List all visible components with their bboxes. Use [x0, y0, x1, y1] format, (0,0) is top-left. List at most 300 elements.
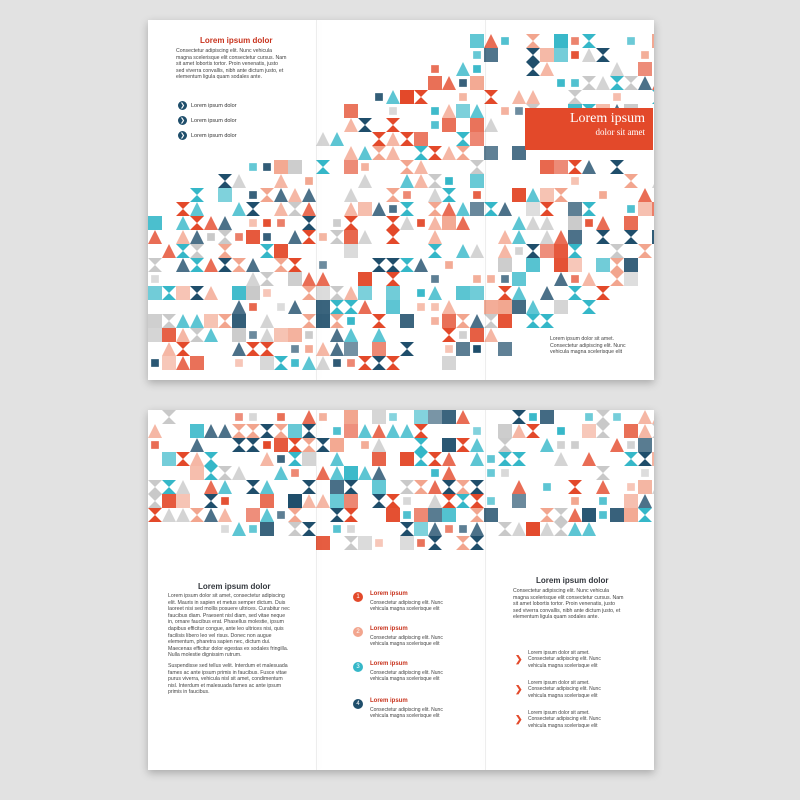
- mosaic-tile: [358, 356, 372, 370]
- mosaic-tile: [554, 34, 568, 48]
- mosaic-tile: [540, 522, 554, 536]
- number-badge-4: 4: [353, 699, 363, 709]
- mosaic-tile: [176, 356, 190, 370]
- mosaic-tile: [470, 104, 484, 118]
- mosaic-tile: [232, 300, 246, 314]
- mosaic-tile: [456, 146, 470, 160]
- mosaic-tile: [568, 522, 582, 536]
- outer-bullet-3: ❯ Lorem ipsum dolor: [179, 132, 237, 139]
- mosaic-tile: [512, 424, 526, 438]
- mosaic-tile: [470, 34, 484, 48]
- mosaic-tile: [151, 275, 159, 283]
- mosaic-tile: [417, 303, 425, 311]
- mosaic-tile: [375, 539, 383, 547]
- mosaic-tile: [263, 233, 271, 241]
- mosaic-tile: [400, 314, 414, 328]
- mosaic-tile: [540, 438, 554, 452]
- mosaic-tile: [344, 328, 358, 342]
- mosaic-tile: [417, 219, 425, 227]
- mosaic-tile: [540, 314, 554, 328]
- mosaic-tile: [526, 314, 540, 328]
- mosaic-tile: [274, 466, 288, 480]
- mosaic-tile: [571, 177, 579, 185]
- mosaic-tile: [330, 494, 344, 508]
- mosaic-tile: [428, 508, 442, 522]
- mosaic-tile: [302, 272, 316, 286]
- mosaic-tile: [358, 424, 372, 438]
- mosaic-tile: [358, 272, 372, 286]
- mosaic-tile: [221, 497, 229, 505]
- mosaic-tile: [260, 272, 274, 286]
- inner-right-title: Lorem ipsum dolor: [536, 576, 609, 585]
- mosaic-tile: [288, 328, 302, 342]
- mosaic-tile: [162, 244, 176, 258]
- mosaic-tile: [442, 146, 456, 160]
- mosaic-tile: [526, 300, 540, 314]
- mosaic-tile: [428, 146, 442, 160]
- mosaic-tile: [190, 438, 204, 452]
- mosaic-tile: [302, 356, 316, 370]
- fold-line-2: [485, 410, 486, 770]
- mosaic-tile: [638, 62, 652, 76]
- mosaic-tile: [232, 286, 246, 300]
- mosaic-tile: [316, 342, 330, 356]
- mosaic-tile: [319, 233, 327, 241]
- mosaic-tile: [484, 202, 498, 216]
- mosaic-tile: [246, 508, 260, 522]
- mosaic-tile: [442, 188, 456, 202]
- numbered-item-text-2: Consectetur adipiscing elit. Nunc vehicula magna scelerisque elit: [370, 635, 443, 648]
- mosaic-tile: [526, 34, 540, 48]
- mosaic-tile: [176, 216, 190, 230]
- mosaic-tile: [221, 525, 229, 533]
- mosaic-tile: [445, 345, 453, 353]
- mosaic-tile: [372, 146, 386, 160]
- mosaic-tile: [442, 328, 456, 342]
- mosaic-tile: [246, 438, 260, 452]
- mosaic-tile: [554, 230, 568, 244]
- mosaic-tile: [596, 410, 610, 424]
- mosaic-tile: [624, 258, 638, 272]
- mosaic-tile: [277, 455, 285, 463]
- mosaic-tile: [288, 522, 302, 536]
- mosaic-tile: [456, 410, 470, 424]
- mosaic-tile: [204, 466, 218, 480]
- mosaic-tile: [260, 508, 274, 522]
- mosaic-tile: [162, 342, 176, 356]
- mosaic-tile: [470, 118, 484, 132]
- mosaic-tile: [442, 300, 456, 314]
- mosaic-tile: [442, 438, 456, 452]
- mosaic-tile: [596, 48, 610, 62]
- mosaic-tile: [218, 480, 232, 494]
- mosaic-tile: [218, 508, 232, 522]
- mosaic-tile: [428, 494, 442, 508]
- mosaic-tile: [190, 452, 204, 466]
- mosaic-tile: [442, 356, 456, 370]
- mosaic-tile: [470, 438, 484, 452]
- mosaic-tile: [428, 174, 442, 188]
- mosaic-tile: [361, 441, 369, 449]
- mosaic-tile: [498, 202, 512, 216]
- mosaic-tile: [459, 331, 467, 339]
- mosaic-tile: [288, 230, 302, 244]
- mosaic-tile: [456, 132, 470, 146]
- mosaic-tile: [431, 121, 439, 129]
- numbered-item-title-3: Lorem ipsum: [370, 661, 408, 667]
- mosaic-tile: [274, 160, 288, 174]
- mosaic-tile: [571, 497, 579, 505]
- mosaic-tile: [627, 483, 635, 491]
- mosaic-tile: [498, 230, 512, 244]
- mosaic-tile: [582, 34, 596, 48]
- mosaic-tile: [554, 272, 568, 286]
- mosaic-tile: [652, 452, 654, 466]
- mosaic-tile: [473, 191, 481, 199]
- mosaic-tile: [288, 452, 302, 466]
- mosaic-tile: [260, 494, 274, 508]
- mosaic-tile: [652, 76, 654, 90]
- mosaic-tile: [484, 146, 498, 160]
- mosaic-tile: [249, 303, 257, 311]
- mosaic-tile: [414, 424, 428, 438]
- mosaic-tile: [375, 93, 383, 101]
- mosaic-tile: [260, 342, 274, 356]
- cover-banner: [525, 108, 653, 150]
- mosaic-tile: [554, 160, 568, 174]
- mosaic-tile: [400, 216, 414, 230]
- mosaic-tile: [582, 272, 596, 286]
- mosaic-tile: [487, 275, 495, 283]
- mosaic-tile: [260, 244, 274, 258]
- inner-right-paragraph: Consectetur adipiscing elit. Nunc vehicula magna scelerisque elit consectetur cursus. Nam sit amet lobortis tortor. Proin venenatis, justo sed viverra convallis, nibh ante dictum justo, et elementum ligula quam sodales ante.: [513, 588, 624, 621]
- mosaic-tile: [512, 480, 526, 494]
- mosaic-tile: [571, 37, 579, 45]
- mosaic-tile: [330, 286, 344, 300]
- mosaic-tile: [148, 480, 162, 494]
- mosaic-tile: [288, 188, 302, 202]
- mosaic-tile: [442, 466, 456, 480]
- mosaic-tile: [627, 441, 635, 449]
- mosaic-tile: [610, 160, 624, 174]
- mosaic-tile: [512, 522, 526, 536]
- mosaic-tile: [414, 160, 428, 174]
- mosaic-tile: [162, 286, 176, 300]
- mosaic-tile: [316, 356, 330, 370]
- mosaic-tile: [316, 314, 330, 328]
- mosaic-tile: [498, 522, 512, 536]
- mosaic-tile: [484, 328, 498, 342]
- outer-right-footer: Lorem ipsum dolor sit amet. Consectetur adipiscing elit. Nunc vehicula magna scelerisque elit: [550, 336, 626, 356]
- mosaic-tile: [456, 314, 470, 328]
- mosaic-tile: [316, 466, 330, 480]
- mosaic-tile: [358, 146, 372, 160]
- mosaic-tile: [414, 480, 428, 494]
- mosaic-tile: [162, 480, 176, 494]
- mosaic-tile: [148, 314, 162, 328]
- mosaic-tile: [358, 286, 372, 300]
- mosaic-tile: [302, 216, 316, 230]
- mosaic-tile: [484, 34, 498, 48]
- mosaic-tile: [386, 90, 400, 104]
- mosaic-tile: [442, 118, 456, 132]
- mosaic-tile: [596, 230, 610, 244]
- mosaic-tile: [372, 258, 386, 272]
- mosaic-tile: [428, 216, 442, 230]
- mosaic-tile: [456, 438, 470, 452]
- mosaic-tile: [204, 480, 218, 494]
- mosaic-tile: [386, 356, 400, 370]
- mosaic-tile: [400, 160, 414, 174]
- mosaic-tile: [246, 424, 260, 438]
- mosaic-tile: [470, 314, 484, 328]
- mosaic-tile: [204, 494, 218, 508]
- mosaic-tile: [554, 244, 568, 258]
- mosaic-tile: [344, 216, 358, 230]
- mosaic-tile: [442, 216, 456, 230]
- mosaic-tile: [232, 522, 246, 536]
- mosaic-tile: [218, 188, 232, 202]
- mosaic-tile: [207, 233, 215, 241]
- mosaic-tile: [232, 174, 246, 188]
- mosaic-tile: [638, 424, 652, 438]
- mosaic-tile: [596, 258, 610, 272]
- mosaic-tile: [330, 480, 344, 494]
- inner-left-paragraph-1: Lorem ipsum dolor sit amet, consectetur adipiscing elit. Mauris in sapien et metus semper dictum. Duis laoreet nisi sed mollis posuere ultrices. Curabitur nec faucibus diam. Praesent nisl diam, sed vitae neque in, ornare faucibus erat. Phasellus molestie, ipsum dapibus efficitur congue, ante leo ultrices nisi, quis facilisis libero leo vel risus. Donec non augue elementum, pharetra sapien nec, dictum dui. Maecenas efficitur dolor egestas ex sodales fringilla. Nulla molestie dignissim rutrum.: [168, 593, 290, 659]
- mosaic-tile: [403, 191, 411, 199]
- mosaic-tile: [599, 191, 607, 199]
- mosaic-tile: [442, 452, 456, 466]
- mosaic-tile: [316, 160, 330, 174]
- mosaic-tile: [288, 258, 302, 272]
- mosaic-tile: [162, 452, 176, 466]
- mosaic-tile: [554, 522, 568, 536]
- mosaic-tile: [498, 244, 512, 258]
- mosaic-tile: [442, 508, 456, 522]
- mosaic-tile: [417, 539, 425, 547]
- mosaic-tile: [431, 107, 439, 115]
- chevron-right-icon: ❯: [179, 133, 186, 139]
- mosaic-tile: [470, 480, 484, 494]
- mosaic-tile: [596, 480, 610, 494]
- mosaic-tile: [249, 191, 257, 199]
- mosaic-tile: [148, 424, 162, 438]
- mosaic-tile: [610, 508, 624, 522]
- mosaic-tile: [414, 146, 428, 160]
- outer-bullet-1: ❯ Lorem ipsum dolor: [179, 102, 237, 109]
- mosaic-tile: [470, 244, 484, 258]
- mosaic-tile: [554, 258, 568, 272]
- numbered-item-text-1: Consectetur adipiscing elit. Nunc vehicula magna scelerisque elit: [370, 600, 443, 613]
- mosaic-tile: [288, 508, 302, 522]
- mosaic-tile: [344, 424, 358, 438]
- mosaic-tile: [305, 177, 313, 185]
- mosaic-tile: [652, 480, 654, 494]
- mosaic-tile: [204, 452, 218, 466]
- mosaic-tile: [526, 424, 540, 438]
- mosaic-tile: [526, 48, 540, 62]
- mosaic-tile: [610, 76, 624, 90]
- mosaic-tile: [372, 410, 386, 424]
- mosaic-tile: [568, 216, 582, 230]
- mosaic-tile: [260, 522, 274, 536]
- mosaic-tile: [291, 359, 299, 367]
- mosaic-tile: [372, 132, 386, 146]
- mosaic-tile: [529, 413, 537, 421]
- mosaic-tile: [613, 413, 621, 421]
- mosaic-tile: [232, 258, 246, 272]
- mosaic-tile: [456, 202, 470, 216]
- mosaic-tile: [613, 93, 621, 101]
- mosaic-tile: [498, 300, 512, 314]
- mosaic-tile: [372, 480, 386, 494]
- fold-line-1: [316, 20, 317, 380]
- mosaic-tile: [498, 438, 512, 452]
- mosaic-tile: [291, 469, 299, 477]
- mosaic-tile: [218, 258, 232, 272]
- mosaic-tile: [456, 216, 470, 230]
- mosaic-tile: [540, 160, 554, 174]
- mosaic-tile: [498, 314, 512, 328]
- mosaic-tile: [414, 258, 428, 272]
- mosaic-tile: [330, 466, 344, 480]
- mosaic-tile: [263, 289, 271, 297]
- mosaic-tile: [358, 300, 372, 314]
- mosaic-tile: [218, 230, 232, 244]
- mosaic-tile: [400, 132, 414, 146]
- mosaic-tile: [638, 494, 652, 508]
- mosaic-tile: [431, 303, 439, 311]
- mosaic-tile: [400, 342, 414, 356]
- mosaic-tile: [386, 216, 400, 230]
- mosaic-tile: [344, 244, 358, 258]
- mosaic-tile: [582, 76, 596, 90]
- mosaic-tile: [571, 275, 579, 283]
- mosaic-tile: [557, 427, 565, 435]
- mosaic-tile: [246, 230, 260, 244]
- mosaic-tile: [473, 427, 481, 435]
- mosaic-tile: [456, 494, 470, 508]
- mosaic-tile: [638, 410, 652, 424]
- mosaic-tile: [414, 508, 428, 522]
- mosaic-tile: [204, 216, 218, 230]
- mosaic-tile: [148, 328, 162, 342]
- mosaic-tile: [302, 522, 316, 536]
- mosaic-tile: [428, 244, 442, 258]
- mosaic-tile: [400, 452, 414, 466]
- mosaic-tile: [445, 525, 453, 533]
- mosaic-tile: [344, 410, 358, 424]
- mosaic-tile: [218, 244, 232, 258]
- mosaic-tile: [274, 202, 288, 216]
- mosaic-tile: [568, 160, 582, 174]
- mosaic-tile: [512, 452, 526, 466]
- mosaic-tile: [652, 34, 654, 48]
- mosaic-tile: [372, 494, 386, 508]
- mosaic-tile: [288, 272, 302, 286]
- mosaic-tile: [358, 202, 372, 216]
- mosaic-tile: [568, 230, 582, 244]
- mosaic-tile: [428, 230, 442, 244]
- mosaic-tile: [274, 244, 288, 258]
- mosaic-tile: [487, 469, 495, 477]
- mosaic-tile: [330, 342, 344, 356]
- mosaic-tile: [582, 48, 596, 62]
- mosaic-tile: [554, 452, 568, 466]
- mosaic-tile: [218, 424, 232, 438]
- mosaic-tile: [162, 356, 176, 370]
- outer-bullet-2: ❯ Lorem ipsum dolor: [179, 117, 237, 124]
- mosaic-tile: [386, 300, 400, 314]
- mosaic-tile: [568, 480, 582, 494]
- mosaic-tile: [582, 160, 596, 174]
- numbered-item-text-3: Consectetur adipiscing elit. Nunc vehicula magna scelerisque elit: [370, 670, 443, 683]
- mosaic-tile: [218, 314, 232, 328]
- mosaic-tile: [624, 494, 638, 508]
- mosaic-tile: [585, 413, 593, 421]
- mosaic-tile: [288, 160, 302, 174]
- mosaic-tile: [526, 188, 540, 202]
- mosaic-tile: [470, 536, 484, 550]
- mosaic-tile: [274, 328, 288, 342]
- mosaic-tile: [176, 480, 190, 494]
- chevron-right-icon: ❯: [515, 714, 523, 724]
- mosaic-tile: [260, 452, 274, 466]
- mosaic-tile: [515, 107, 523, 115]
- mosaic-tile: [151, 441, 159, 449]
- mosaic-tile: [316, 536, 330, 550]
- mosaic-tile: [456, 480, 470, 494]
- number-badge-2: 2: [353, 627, 363, 637]
- mosaic-tile: [151, 359, 159, 367]
- mosaic-tile: [627, 37, 635, 45]
- mosaic-tile: [386, 118, 400, 132]
- mosaic-tile: [428, 452, 442, 466]
- mosaic-tile: [540, 188, 554, 202]
- mosaic-tile: [638, 244, 652, 258]
- mosaic-tile: [554, 508, 568, 522]
- mosaic-tile: [526, 202, 540, 216]
- mosaic-tile: [246, 202, 260, 216]
- mosaic-tile: [526, 522, 540, 536]
- mosaic-tile: [330, 452, 344, 466]
- mosaic-tile: [344, 300, 358, 314]
- mosaic-tile: [249, 331, 257, 339]
- mosaic-tile: [610, 62, 624, 76]
- mosaic-tile: [302, 314, 316, 328]
- mosaic-tile: [162, 328, 176, 342]
- mosaic-tile: [428, 76, 442, 90]
- mosaic-tile: [582, 202, 596, 216]
- mosaic-tile: [277, 413, 285, 421]
- mosaic-tile: [361, 163, 369, 171]
- mosaic-tile: [386, 230, 400, 244]
- brochure-inner-sheet: [148, 410, 654, 770]
- mosaic-tile: [641, 469, 649, 477]
- mosaic-tile: [624, 272, 638, 286]
- numbered-item-title-4: Lorem ipsum: [370, 698, 408, 704]
- mosaic-tile: [484, 48, 498, 62]
- mosaic-tile: [249, 413, 257, 421]
- mosaic-tile: [400, 522, 414, 536]
- mosaic-tile: [148, 508, 162, 522]
- mosaic-tile: [344, 494, 358, 508]
- mosaic-tile: [442, 104, 456, 118]
- mosaic-tile: [540, 244, 554, 258]
- mosaic-tile: [554, 300, 568, 314]
- mosaic-tile: [638, 76, 652, 90]
- mosaic-tile: [232, 202, 246, 216]
